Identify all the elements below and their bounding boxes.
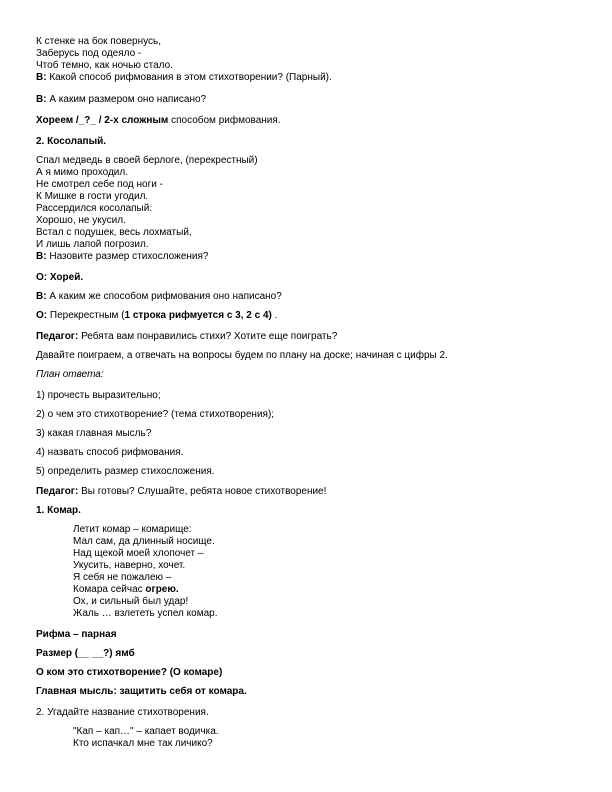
poem-line: Заберусь под одеяло - — [36, 48, 142, 59]
poem-line: Я себя не пожалею – — [73, 572, 172, 583]
plan-item: 1) прочесть выразительно; — [36, 390, 161, 401]
task-line: 2. Угадайте название стихотворения. — [36, 707, 209, 718]
poem-line: Кто испачкал мне так личико? — [73, 738, 213, 749]
plan-title: План ответа: — [36, 369, 104, 380]
answer-meter: О: Хорей. — [36, 272, 84, 283]
paragraph: Давайте поиграем, а отвечать на вопросы будем по плану на доске; начиная с цифры 2. — [36, 350, 448, 361]
poem-line: К Мишке в гости угодил. — [36, 191, 149, 202]
plan-item: 3) какая главная мысль? — [36, 428, 152, 439]
poem-line: Рассердился косолапый: — [36, 203, 153, 214]
poem-line: Комара сейчас огрею. — [73, 584, 179, 595]
answer-meter: Размер (__ __?) ямб — [36, 648, 135, 659]
answer-main-idea: Главная мысль: защитить себя от комара. — [36, 686, 247, 697]
poem-line: А я мимо проходил. — [36, 167, 129, 178]
plan-item: 2) о чем это стихотворение? (тема стихотворения); — [36, 409, 275, 420]
question-rhyme: В: А каким же способом рифмования оно написано? — [36, 291, 282, 302]
poem-line: К стенке на бок повернусь, — [36, 36, 161, 47]
answer-rhyme: О: Перекрестным (1 строка рифмуется с 3, 2 с 4) . — [36, 310, 278, 321]
question-meter: В: А каким размером оно написано? — [36, 94, 207, 105]
question-rhyme: В: Какой способ рифмования в этом стихотворении? (Парный). — [36, 72, 332, 83]
poem-line: "Кап – кап…" – капает водичка. — [73, 726, 219, 737]
answer-meter: Хореем /_?_ / 2-х сложным способом рифмования. — [36, 115, 281, 126]
poem-line: Встал с подушек, весь лохматый, — [36, 227, 192, 238]
answer-topic: О ком это стихотворение? (О комаре) — [36, 667, 223, 678]
poem-line: Жаль … взлететь успел комар. — [73, 608, 218, 619]
poem-line: Ох, и сильный был удар! — [73, 596, 189, 607]
plan-item: 5) определить размер стихосложения. — [36, 466, 215, 477]
poem-line: Над щекой моей хлопочет – — [73, 548, 204, 559]
poem-line: Мал сам, да длинный носище. — [73, 536, 215, 547]
poem-line: Летит комар – комарище: — [73, 524, 192, 535]
poem-line: И лишь лапой погрозил. — [36, 239, 149, 250]
poem-line: Хорошо, не укусил. — [36, 215, 126, 226]
poem-line: Не смотрел себе под ноги - — [36, 179, 163, 190]
plan-item: 4) назвать способ рифмования. — [36, 447, 184, 458]
teacher-line: Педагог: Ребята вам понравились стихи? Хотите еще поиграть? — [36, 331, 338, 342]
section-title: 1. Комар. — [36, 505, 81, 516]
section-title: 2. Косолапый. — [36, 136, 107, 147]
teacher-line: Педагог: Вы готовы? Слушайте, ребята новое стихотворение! — [36, 486, 327, 497]
question-meter: В: Назовите размер стихосложения? — [36, 251, 209, 262]
poem-line: Спал медведь в своей берлоге, (перекрестный) — [36, 155, 258, 166]
poem-line: Чтоб темно, как ночью стало. — [36, 60, 173, 71]
answer-rhyme: Рифма – парная — [36, 629, 117, 640]
poem-line: Укусить, наверно, хочет. — [73, 560, 186, 571]
